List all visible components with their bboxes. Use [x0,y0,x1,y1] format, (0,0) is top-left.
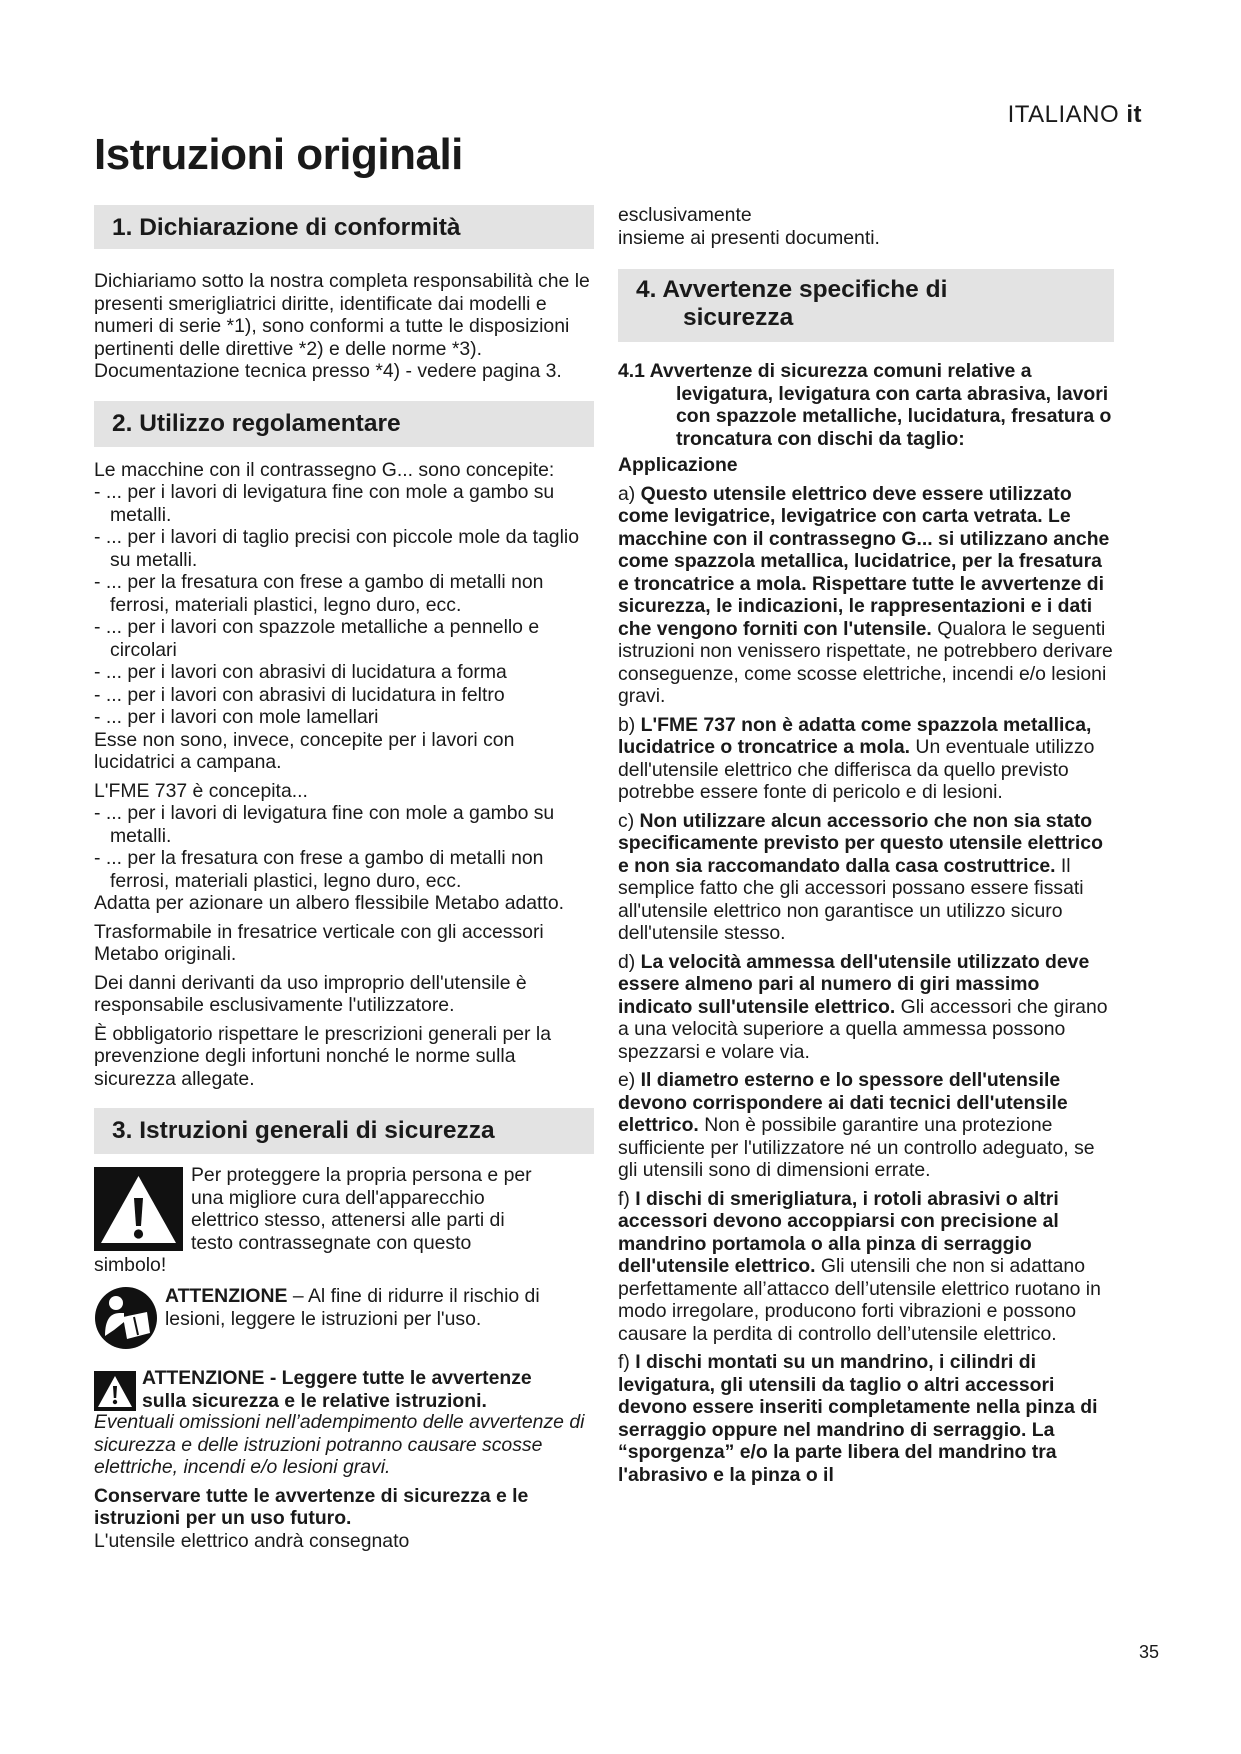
language-name: ITALIANO [1007,101,1120,128]
usage-list [94,481,594,729]
warning-g: f) I dischi montati su un mandrino, i cilindri di levigatura, gli utensili da taglio o altri accessori devono essere inseriti completamente nella pinza di serraggio oppure nel mandrino di serraggio. La “sporgenza” e/o la parte libera del mandrino tra l'abrasivo e la pinza o il [618,1351,1098,1486]
handover-text: L'utensile elettrico andrà consegnato [94,1529,410,1552]
list-item: - ... per i lavori di levigatura fine con mole a gambo su metalli. [94,802,555,847]
fme-intro: L'FME 737 è concepita... [94,779,308,802]
language-code: it [1126,101,1142,128]
page-number: 35 [1138,1642,1159,1662]
read-manual-icon [94,1286,158,1350]
section-2-heading: 2. Utilizzo regolamentare [94,401,594,447]
not-for-text: Esse non sono, invece, concepite per i lavori con lucidatrici a campana. [94,728,515,773]
section-1-heading: 1. Dichiarazione di conformità [94,205,594,249]
list-item: - ... per la fresatura con frese a gambo di metalli non ferrosi, materiali plastici, legno duro, ecc. [94,571,544,616]
warning-d: d) La velocità ammessa dell'utensile utilizzato deve essere almeno pari al numero di giri massimo indicato sull'utensile elettrico. Gli accessori che girano a una velocità superiore a quella ammessa possono spezzarsi e volare via. [618,950,1108,1063]
warning-f: f) I dischi di smerigliatura, i rotoli abrasivi o altri accessori devono accoppiarsi con precisione al mandrino portamola o alla pinza di serraggio dell'utensile elettrico. Gli utensili che non si adattano perfettamente all’attacco dell’utensile elettrico ruotano in modo irregolare, producono forti vibrazioni e possono causare la perdita di controllo dell’utensile elettrico. [618,1187,1101,1345]
symbol-line: simbolo! [94,1254,167,1276]
language-label [1008,101,1142,129]
read-warnings-line: sulla sicurezza e le relative istruzioni. [142,1389,487,1412]
handover-continuation: insieme ai presenti documenti. [618,226,880,249]
subsection-4-1-heading: 4.1 Avvertenze di sicurezza comuni relative a levigatura, levigatura con carta abrasiva, lavori con spazzole metalliche, lucidatura, fresatura o troncatura con dischi da taglio: [618,360,1112,450]
warning-a: a) Questo utensile elettrico deve essere utilizzato come levigatrice, levigatrice con carta vetrata. Le macchine con il contrassegno G... si utilizzano anche come spazzola metallica, lucidatrice, per la fresatura e troncatrice a mola. Rispettare tutte le avvertenze di sicurezza, le indicazioni, le rappresentazioni e i dati che vengono forniti con l'utensile. Qualora le seguenti istruzioni non venissero rispettate, ne potrebbero derivare conseguenze, come scosse elettriche, incendi e/o lesioni gravi. [618,482,1113,707]
symbol-line: Per proteggere la propria persona e per [191,1164,532,1186]
list-item: - ... per i lavori con mole lamellari [94,706,379,728]
symbol-line: elettrico stesso, attenersi alle parti di [191,1209,505,1231]
symbol-line: una migliore cura dell'apparecchio [191,1186,485,1209]
symbol-line: testo contrassegnate con questo [191,1231,472,1254]
list-item: - ... per i lavori con abrasivi di lucidatura a forma [94,661,507,683]
conformity-text: Dichiariamo sotto la nostra completa responsabilità che le presenti smerigliatrici diritte, identificate dai modelli e numeri di serie *1), sono conformi a tutte le disposizioni pertinenti delle direttive *2) e delle norme *3). Documentazione tecnica presso *4) - vedere pagina 3. [94,270,590,382]
right-column [618,204,1114,1486]
misuse-text: Dei danni derivanti da uso improprio dell'utensile è responsabile esclusivamente l'utilizzatore. [94,971,527,1016]
read-warnings-note [94,1365,594,1411]
omission-warning: Eventuali omissioni nell’adempimento delle avvertenze di sicurezza e delle istruzioni potranno causare scosse elettriche, incendi e/o lesioni gravi. [94,1411,585,1478]
section-3-heading: 3. Istruzioni generali di sicurezza [94,1108,594,1154]
list-item: - ... per i lavori di levigatura fine con mole a gambo su metalli. [94,481,555,526]
handover-continuation: esclusivamente [618,204,752,226]
read-manual-line: lesioni, leggere le istruzioni per l'uso. [165,1307,482,1330]
left-column [94,205,594,1552]
list-item: - ... per la fresatura con frese a gambo di metalli non ferrosi, materiali plastici, legno duro, ecc. [94,847,544,892]
section-4-heading: 4. Avvertenze specifiche di sicurezza [618,269,1114,342]
regulations-text: È obbligatorio rispettare le prescrizioni generali per la prevenzione degli infortuni nonché le norme sulla sicurezza allegate. [94,1022,551,1090]
list-item: - ... per i lavori con spazzole metalliche a pennello e circolari [94,616,540,661]
read-warnings-line: ATTENZIONE - Leggere tutte le avvertenze [142,1367,532,1389]
flex-shaft-text: Adatta per azionare un albero flessibile Metabo adatto. [94,892,564,914]
usage-intro: Le macchine con il contrassegno G... sono concepite: [94,458,555,481]
vertical-mill-text: Trasformabile in fresatrice verticale con gli accessori Metabo originali. [94,920,544,965]
warning-triangle-icon [94,1167,183,1251]
page-title: Istruzioni originali [94,130,463,179]
list-item: - ... per i lavori di taglio precisi con piccole mole da taglio su metalli. [94,526,579,571]
warning-triangle-small-icon [94,1371,136,1411]
symbol-note [94,1164,594,1277]
warning-c: c) Non utilizzare alcun accessorio che non sia stato specificamente previsto per questo utensile elettrico e non sia raccomandato dalla casa costruttrice. Il semplice fatto che gli accessori possano essere fissati all'utensile elettrico non garantisce un utilizzo sicuro dell'utensile stesso. [618,809,1103,944]
warning-b: b) L'FME 737 non è adatta come spazzola metallica, lucidatrice o troncatrice a mola. Un eventuale utilizzo dell'utensile elettrico che differisca da quello previsto potrebbe essere fonte di pericolo e di lesioni. [618,713,1095,803]
fme-list [94,802,594,892]
attention-label: ATTENZIONE [165,1285,288,1307]
keep-instructions: Conservare tutte le avvertenze di sicurezza e le istruzioni per un uso futuro. [94,1484,529,1529]
read-manual-note [94,1283,594,1365]
application-heading: Applicazione [618,454,738,476]
read-manual-line: ATTENZIONE – Al fine di ridurre il rischio di [165,1285,540,1307]
list-item: - ... per i lavori con abrasivi di lucidatura in feltro [94,683,505,706]
warning-e: e) Il diametro esterno e lo spessore dell'utensile devono corrispondere ai dati tecnici dell'utensile elettrico. Non è possibile garantire una protezione sufficiente per l'utilizzatore né un controllo adeguato, se gli utensili sono di dimensioni errate. [618,1069,1095,1181]
